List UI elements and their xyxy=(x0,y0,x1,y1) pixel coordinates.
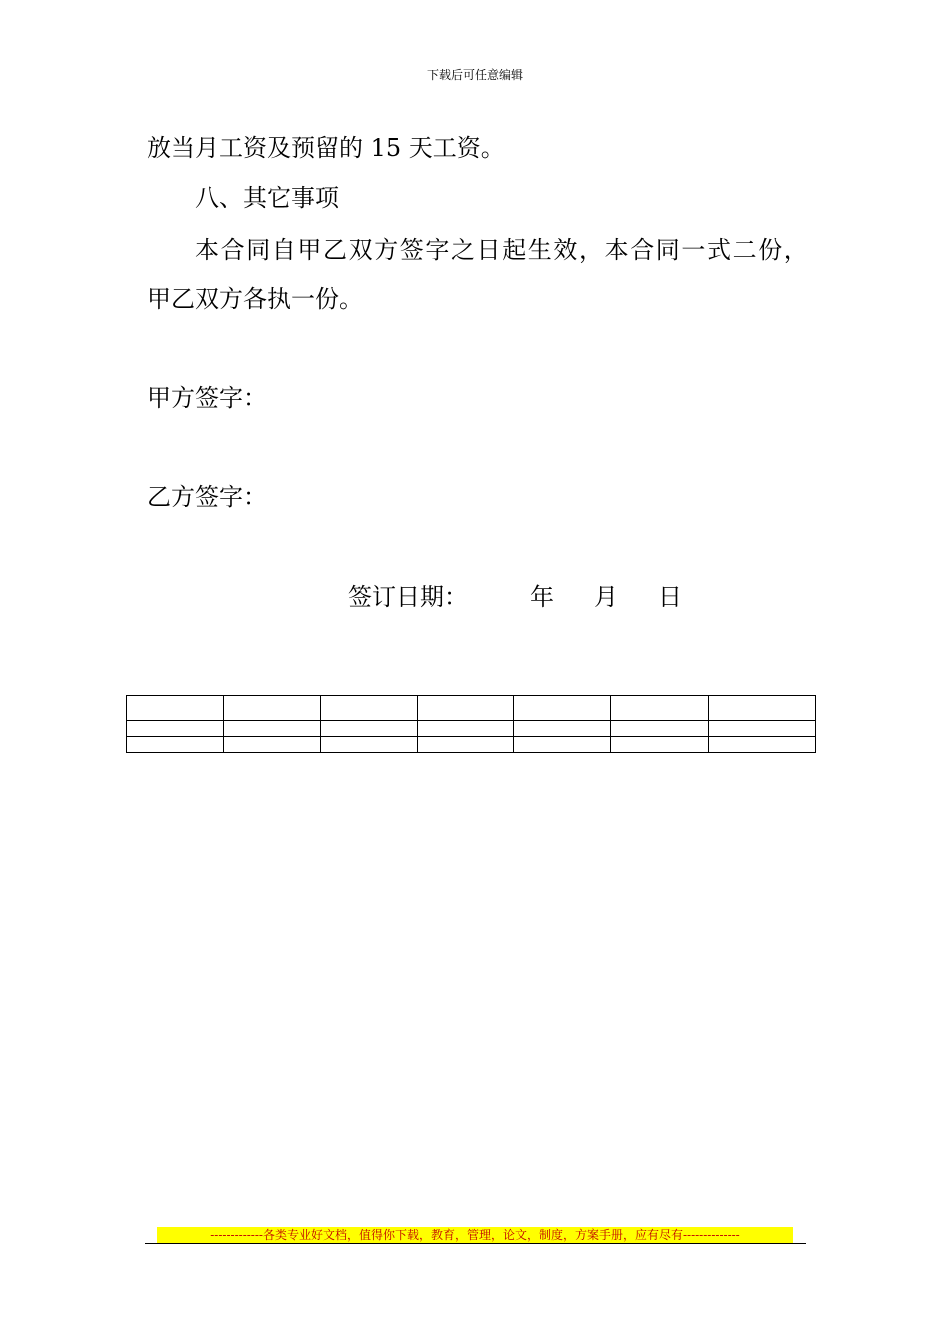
body-line-4: 甲乙双方各执一份。 xyxy=(147,285,363,313)
body-line-3: 本合同自甲乙双方签字之日起生效，本合同一式二份， xyxy=(195,236,810,264)
table-cell xyxy=(127,721,224,737)
table-cell xyxy=(709,696,816,721)
table-cell xyxy=(709,721,816,737)
signing-day: 日 xyxy=(658,583,682,611)
signing-year: 年 xyxy=(530,583,554,611)
table-cell xyxy=(320,696,417,721)
page-header: 下载后可任意编辑 xyxy=(426,68,523,82)
party-a-signature-label: 甲方签字： xyxy=(147,384,267,412)
table-cell xyxy=(514,696,611,721)
body-line-1: 放当月工资及预留的 15 天工资。 xyxy=(147,134,505,162)
signing-date-row xyxy=(348,582,682,612)
table-cell xyxy=(417,737,514,753)
signing-date-label: 签订日期： xyxy=(348,583,468,611)
empty-table xyxy=(126,695,816,753)
table-cell xyxy=(611,737,709,753)
table-cell xyxy=(223,696,320,721)
table-cell xyxy=(127,737,224,753)
table-cell xyxy=(514,737,611,753)
table-row xyxy=(127,721,816,737)
footer-divider xyxy=(145,1243,806,1244)
table-cell xyxy=(417,721,514,737)
table-row xyxy=(127,737,816,753)
table-cell xyxy=(417,696,514,721)
table-cell xyxy=(320,721,417,737)
table-cell xyxy=(514,721,611,737)
party-b-signature-label: 乙方签字： xyxy=(147,483,267,511)
table-cell xyxy=(127,696,224,721)
table-cell xyxy=(223,721,320,737)
table-cell xyxy=(320,737,417,753)
footer-banner: -------------各类专业好文档，值得你下载，教育，管理，论文，制度，方案手册，应有尽有-------------- xyxy=(157,1227,793,1243)
table-cell xyxy=(223,737,320,753)
table-row xyxy=(127,696,816,721)
table-cell xyxy=(709,737,816,753)
signing-month: 月 xyxy=(594,583,618,611)
table-cell xyxy=(611,721,709,737)
section-heading-8: 八、其它事项 xyxy=(195,184,339,212)
table-cell xyxy=(611,696,709,721)
